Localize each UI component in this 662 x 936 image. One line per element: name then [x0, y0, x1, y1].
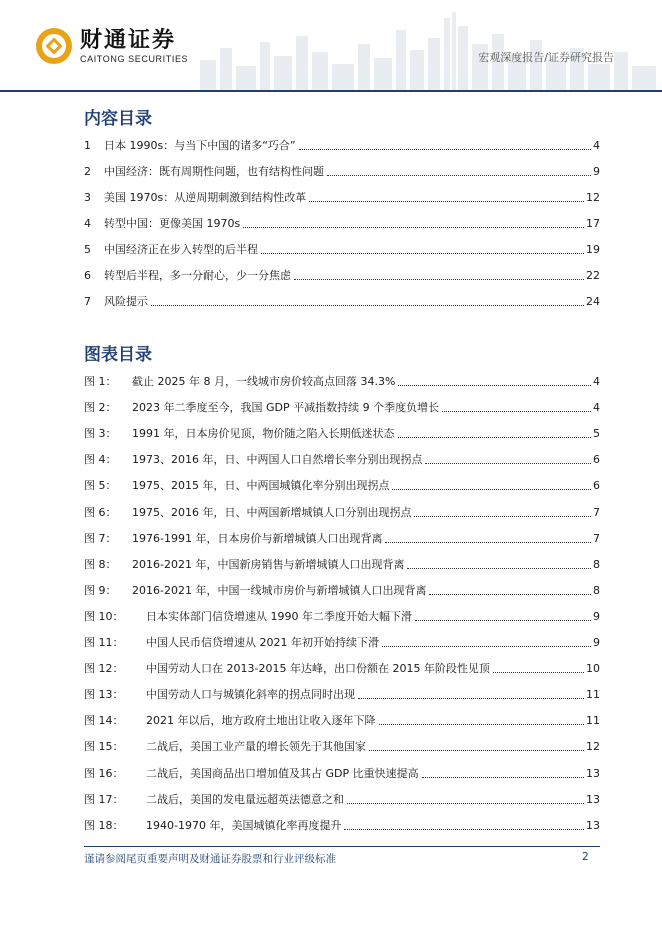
report-type: 宏观深度报告/证券研究报告: [478, 51, 614, 64]
toc-entry-number: 6: [84, 269, 91, 282]
figure-entry-label: 图 16：: [84, 767, 124, 780]
dot-leader: [407, 568, 591, 569]
toc-entry-number: 4: [84, 217, 91, 230]
figure-entry-label: 图 13：: [84, 688, 124, 701]
dot-leader: [422, 777, 584, 778]
figure-entry[interactable]: [84, 817, 600, 833]
toc-entry-page: 19: [586, 243, 600, 256]
dot-leader: [151, 305, 584, 306]
figure-entry[interactable]: [84, 477, 600, 493]
dot-leader: [414, 516, 591, 517]
figure-entry-label: 图 7：: [84, 532, 117, 545]
figure-entry-label: 图 14：: [84, 714, 124, 727]
figure-entry-title: 1991 年，日本房价见顶，物价随之陷入长期低迷状态: [132, 427, 395, 440]
figure-entry[interactable]: [84, 399, 600, 415]
figure-entry[interactable]: [84, 712, 600, 728]
toc-entry-page: 17: [586, 217, 600, 230]
figure-entry-page: 4: [593, 401, 600, 414]
page-number: 2: [582, 851, 589, 863]
figure-entry-page: 10: [586, 662, 600, 675]
footer-divider: [84, 846, 600, 847]
figure-entry-page: 11: [586, 688, 600, 701]
dot-leader: [294, 279, 584, 280]
dot-leader: [425, 463, 591, 464]
page-header: [0, 0, 662, 96]
dot-leader: [382, 646, 591, 647]
figure-entry-label: 图 12：: [84, 662, 124, 675]
toc-entry[interactable]: [84, 293, 600, 309]
figure-entry[interactable]: [84, 425, 600, 441]
figure-entry[interactable]: [84, 608, 600, 624]
figure-entry-title: 日本实体部门信贷增速从 1990 年二季度开始大幅下滑: [146, 610, 412, 623]
figure-entry-label: 图 10：: [84, 610, 124, 623]
figure-entry[interactable]: [84, 556, 600, 572]
figure-entry-page: 5: [593, 427, 600, 440]
dot-leader: [442, 411, 591, 412]
figure-entry[interactable]: [84, 504, 600, 520]
figure-entry[interactable]: [84, 791, 600, 807]
figure-entry[interactable]: [84, 530, 600, 546]
dot-leader: [327, 175, 591, 176]
figure-entry[interactable]: [84, 373, 600, 389]
toc-entry-title: 中国经济正在步入转型的后半程: [104, 243, 258, 256]
toc-entry-title: 风险提示: [104, 295, 148, 308]
figure-entry[interactable]: [84, 582, 600, 598]
figure-entry-label: 图 18：: [84, 819, 124, 832]
figure-entry-label: 图 8：: [84, 558, 117, 571]
figure-entry-label: 图 9：: [84, 584, 117, 597]
figure-entry-title: 1940-1970 年，美国城镇化率再度提升: [146, 819, 342, 832]
figure-entry-page: 13: [586, 767, 600, 780]
dot-leader: [344, 829, 584, 830]
toc-entry-title: 美国 1970s：从逆周期刺激到结构性改革: [104, 191, 307, 204]
caitong-logo-icon: [34, 26, 74, 66]
figure-entry[interactable]: [84, 634, 600, 650]
toc-entry-title: 转型后半程，多一分耐心，少一分焦虑: [104, 269, 291, 282]
figure-entry-title: 二战后，美国的发电量远超英法德意之和: [146, 793, 344, 806]
figure-entry-label: 图 17：: [84, 793, 124, 806]
figure-entry-label: 图 11：: [84, 636, 124, 649]
dot-leader: [379, 724, 585, 725]
figure-entry-title: 2016-2021 年，中国一线城市房价与新增城镇人口出现背离: [132, 584, 427, 597]
toc-entry-title: 中国经济：既有周期性问题，也有结构性问题: [104, 165, 324, 178]
dot-leader: [243, 227, 584, 228]
figure-entry-title: 2021 年以后，地方政府土地出让收入逐年下降: [146, 714, 376, 727]
toc-entry-page: 22: [586, 269, 600, 282]
dot-leader: [385, 542, 591, 543]
toc-entry-number: 1: [84, 139, 91, 152]
figure-entry[interactable]: [84, 765, 600, 781]
figure-entry[interactable]: [84, 660, 600, 676]
dot-leader: [415, 620, 591, 621]
figure-entry-title: 截止 2025 年 8 月，一线城市房价较高点回落 34.3%: [132, 375, 396, 388]
figure-entry-label: 图 15：: [84, 740, 124, 753]
toc-entry-page: 4: [593, 139, 600, 152]
figure-entry-page: 7: [593, 532, 600, 545]
toc-entry-number: 2: [84, 165, 91, 178]
toc-entry-number: 5: [84, 243, 91, 256]
toc-title: 内容目录: [84, 109, 152, 129]
toc-entry-page: 9: [593, 165, 600, 178]
figure-entry-title: 2016-2021 年，中国新房销售与新增城镇人口出现背离: [132, 558, 405, 571]
dot-leader: [392, 489, 591, 490]
figure-entry-page: 8: [593, 584, 600, 597]
dot-leader: [309, 201, 584, 202]
figure-entry[interactable]: [84, 451, 600, 467]
dot-leader: [398, 437, 592, 438]
dot-leader: [347, 803, 584, 804]
figure-entry-page: 7: [593, 506, 600, 519]
figure-entry-page: 9: [593, 610, 600, 623]
dot-leader: [261, 253, 584, 254]
figure-entry[interactable]: [84, 738, 600, 754]
toc-entry[interactable]: [84, 137, 600, 153]
toc-entry-page: 24: [586, 295, 600, 308]
figure-entry-title: 中国劳动人口在 2013-2015 年达峰，出口份额在 2015 年阶段性见顶: [146, 662, 490, 675]
figure-entry-page: 9: [593, 636, 600, 649]
figure-entry-label: 图 5：: [84, 479, 117, 492]
figure-entry-title: 中国人民币信贷增速从 2021 年初开始持续下滑: [146, 636, 379, 649]
toc-entry-number: 3: [84, 191, 91, 204]
footer-disclaimer[interactable]: 谨请参阅尾页重要声明及财通证券股票和行业评级标准: [84, 853, 336, 865]
company-logo: [34, 26, 188, 66]
figure-entry[interactable]: [84, 686, 600, 702]
figure-entry-label: 图 6：: [84, 506, 117, 519]
toc-entry[interactable]: [84, 215, 600, 231]
figure-entry-page: 8: [593, 558, 600, 571]
toc-entry-number: 7: [84, 295, 91, 308]
dot-leader: [358, 698, 584, 699]
figure-entry-label: 图 1：: [84, 375, 117, 388]
figure-entry-page: 13: [586, 819, 600, 832]
dot-leader: [429, 594, 591, 595]
figure-entry-title: 1975、2015 年，日、中两国城镇化率分别出现拐点: [132, 479, 390, 492]
figure-entry-page: 11: [586, 714, 600, 727]
toc-entry-title: 日本 1990s：与当下中国的诸多“巧合”: [104, 139, 296, 152]
toc-entry-page: 12: [586, 191, 600, 204]
dot-leader: [398, 385, 591, 386]
figure-entry-page: 12: [586, 740, 600, 753]
figure-entry-title: 2023 年二季度至今，我国 GDP 平减指数持续 9 个季度负增长: [132, 401, 440, 414]
figure-entry-title: 中国劳动人口与城镇化斜率的拐点同时出现: [146, 688, 355, 701]
figure-entry-title: 1973、2016 年，日、中两国人口自然增长率分别出现拐点: [132, 453, 423, 466]
toc-entry-title: 转型中国：更像美国 1970s: [104, 217, 241, 230]
figure-entry-page: 6: [593, 453, 600, 466]
dot-leader: [493, 672, 584, 673]
figure-entry-title: 1976-1991 年，日本房价与新增城镇人口出现背离: [132, 532, 383, 545]
header-divider: [0, 90, 662, 92]
figure-entry-title: 二战后，美国商品出口增加值及其占 GDP 比重快速提高: [146, 767, 419, 780]
figure-entry-page: 13: [586, 793, 600, 806]
figures-title: 图表目录: [84, 345, 152, 365]
figure-entry-page: 6: [593, 479, 600, 492]
dot-leader: [369, 750, 584, 751]
toc-entry[interactable]: [84, 267, 600, 283]
toc-entry[interactable]: [84, 163, 600, 179]
company-name-cn: 财通证券: [80, 27, 177, 53]
dot-leader: [299, 149, 591, 150]
figure-entry-title: 二战后，美国工业产量的增长领先于其他国家: [146, 740, 366, 753]
figure-entry-label: 图 3：: [84, 427, 117, 440]
figure-entry-page: 4: [593, 375, 600, 388]
figure-entry-label: 图 4：: [84, 453, 117, 466]
toc-entry[interactable]: [84, 241, 600, 257]
toc-entry[interactable]: [84, 189, 600, 205]
figure-entry-title: 1975、2016 年，日、中两国新增城镇人口分别出现拐点: [132, 506, 412, 519]
figure-entry-label: 图 2：: [84, 401, 117, 414]
company-name-en: CAITONG SECURITIES: [80, 53, 189, 64]
